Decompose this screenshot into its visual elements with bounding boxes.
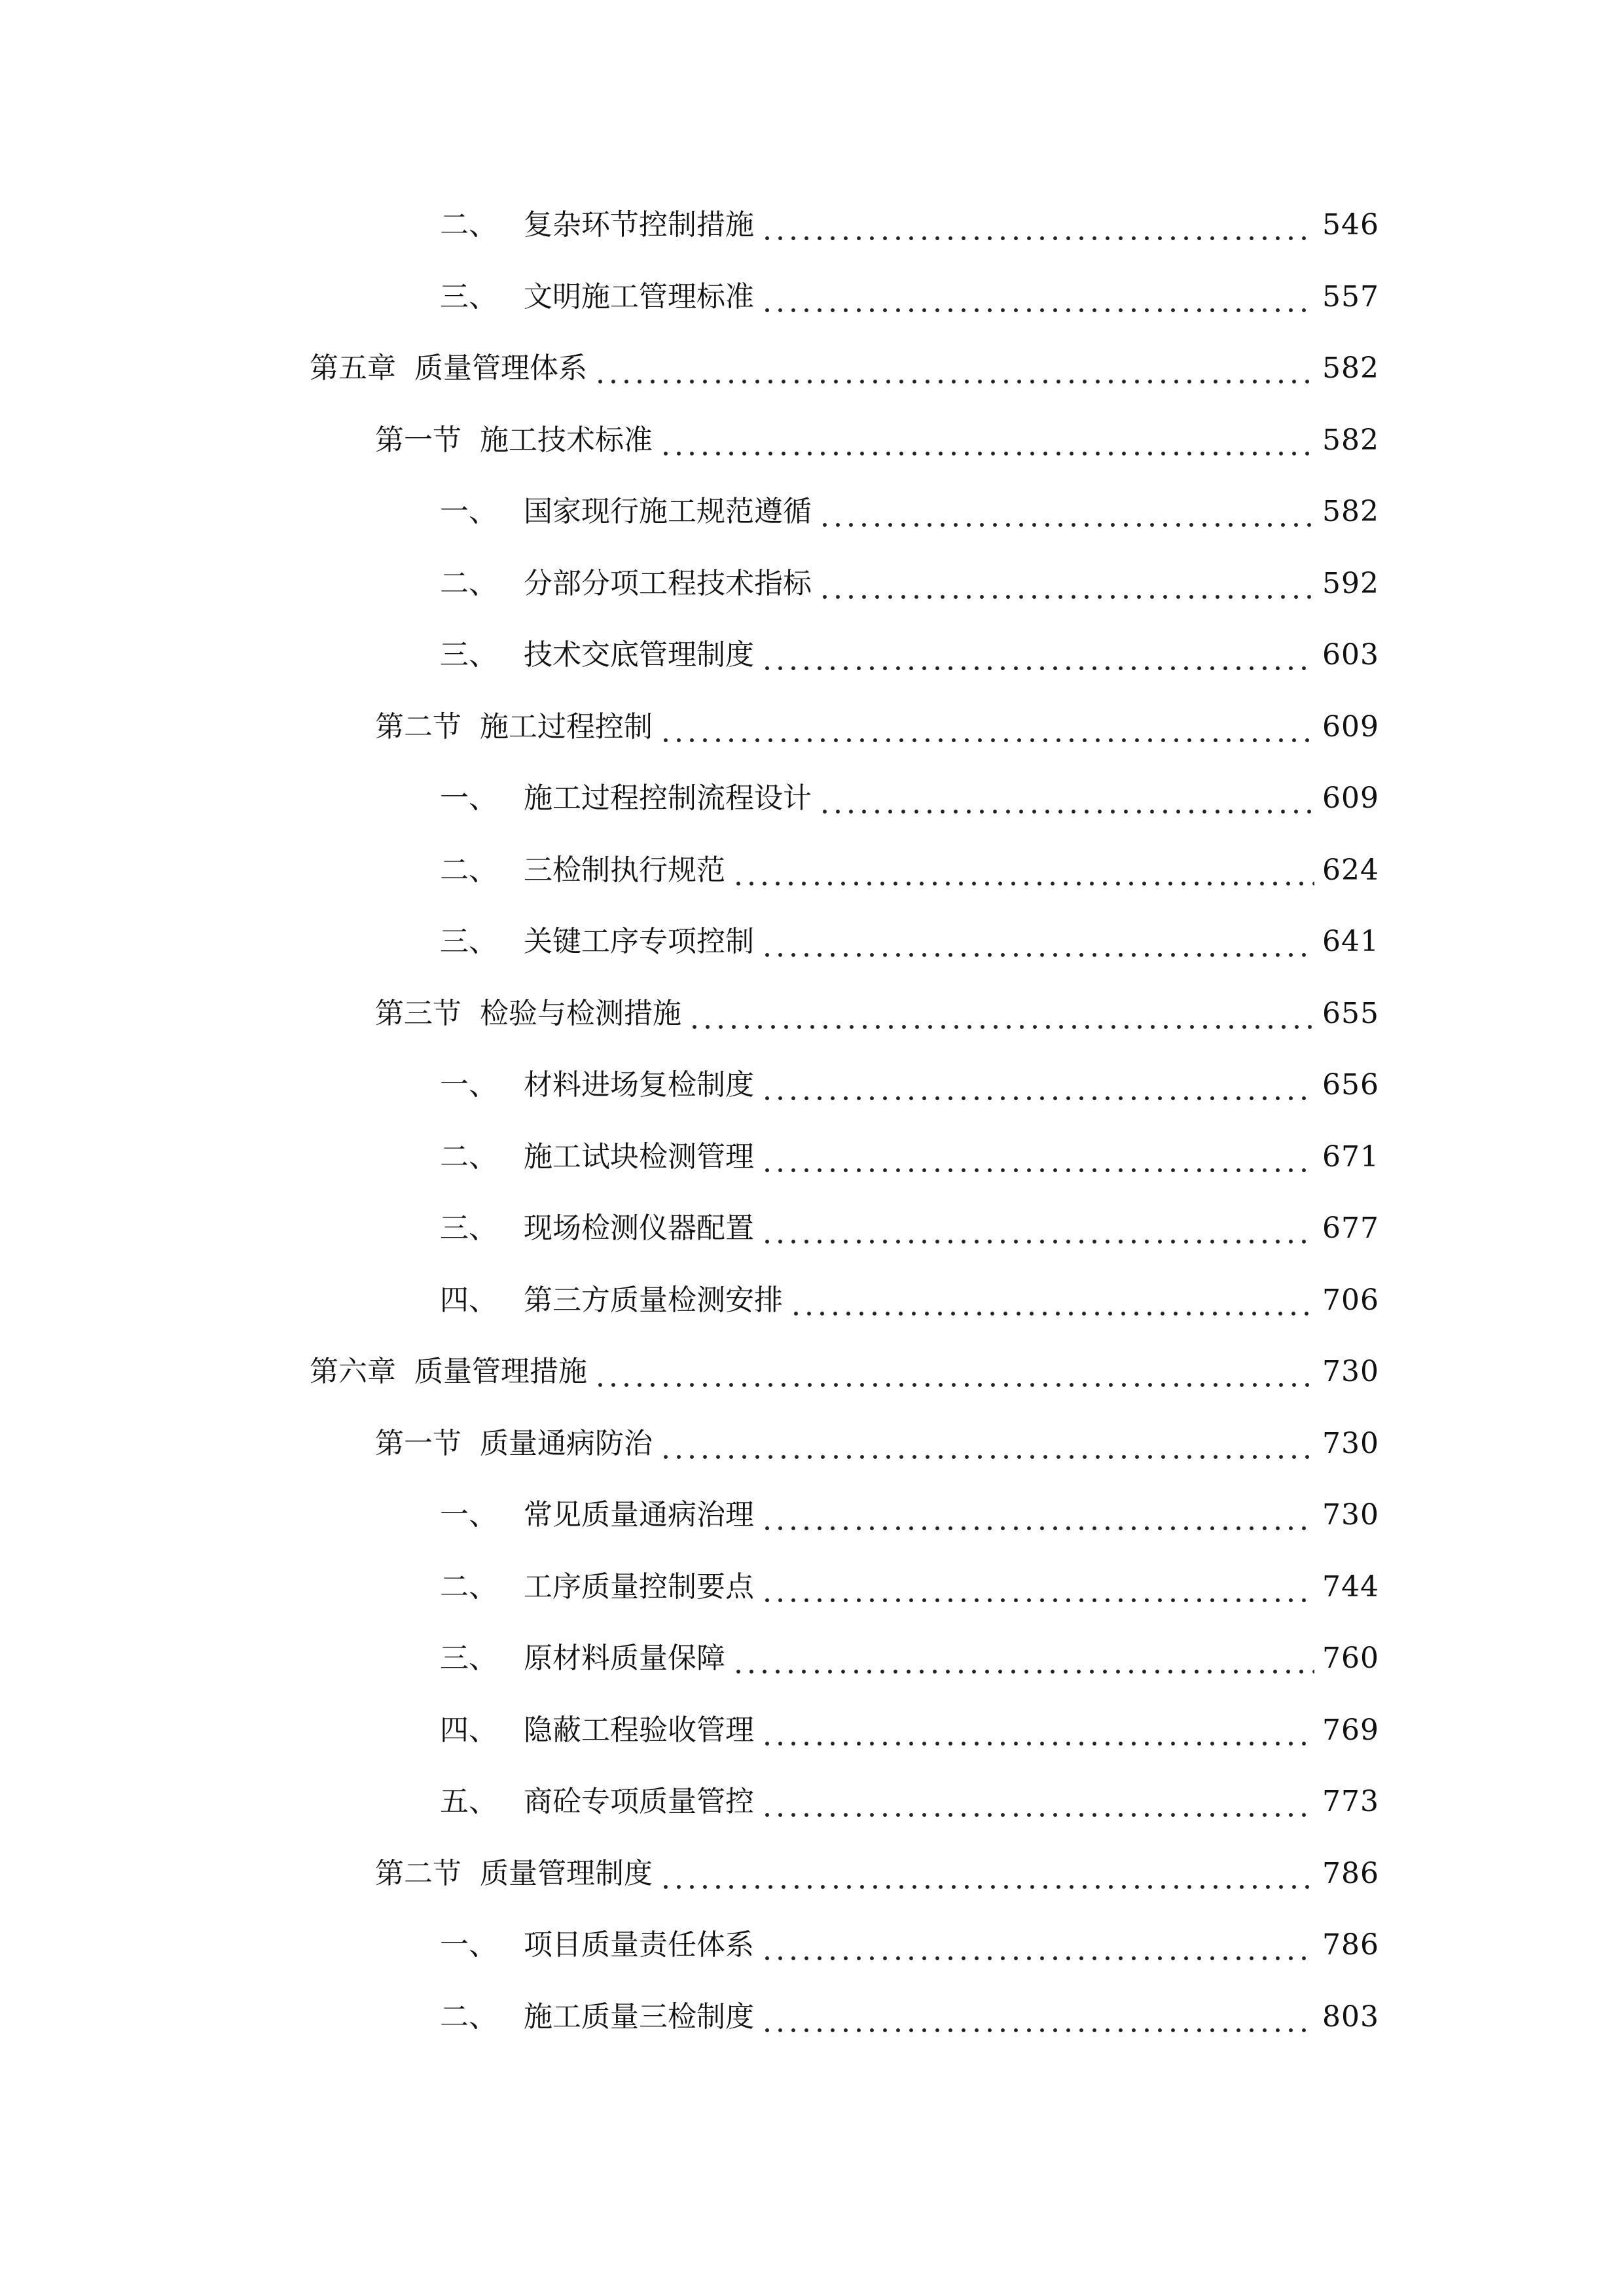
toc-entry-number: 四、 (440, 1713, 497, 1747)
toc-entry-item[interactable] (440, 262, 1379, 314)
toc-entry-item[interactable] (440, 620, 1379, 672)
toc-entry-title: 隐蔽工程验收管理 (524, 1713, 754, 1747)
toc-entry-title: 国家现行施工规范遵循 (524, 495, 812, 528)
dot-leader (659, 1427, 1314, 1461)
toc-entry-page: 656 (1322, 1068, 1379, 1102)
toc-entry-title: 第三方质量检测安排 (524, 1283, 783, 1317)
toc-entry-page: 730 (1322, 1498, 1379, 1532)
toc-entry-title: 材料进场复检制度 (524, 1068, 754, 1102)
toc-entry-title: 技术交底管理制度 (524, 638, 754, 672)
toc-entry-page: 786 (1322, 1928, 1379, 1962)
toc-entry-number: 五、 (440, 1785, 497, 1818)
toc-entry-number: 二、 (440, 1140, 497, 1174)
toc-entry-section[interactable] (375, 692, 1379, 744)
toc-entry-page: 592 (1322, 567, 1379, 600)
toc-entry-item[interactable] (440, 1265, 1379, 1318)
toc-entry-page: 730 (1322, 1427, 1379, 1460)
toc-entry-title: 检验与检测措施 (480, 997, 681, 1030)
toc-entry-number: 一、 (440, 1928, 497, 1962)
dot-leader (659, 1857, 1314, 1891)
toc-entry-page: 624 (1322, 853, 1379, 887)
toc-entry-title: 分部分项工程技术指标 (524, 567, 812, 600)
dot-leader (761, 1713, 1314, 1748)
dot-leader (659, 423, 1314, 457)
toc-entry-item[interactable] (440, 1910, 1379, 1962)
toc-entry-number: 三、 (440, 280, 497, 314)
toc-entry-chapter[interactable] (310, 333, 1379, 386)
toc-entry-item[interactable] (440, 1982, 1379, 2034)
dot-leader (732, 1641, 1314, 1676)
toc-entry-number: 一、 (440, 1068, 497, 1102)
toc-entry-title: 关键工序专项控制 (524, 925, 754, 958)
toc-entry-page: 582 (1322, 423, 1379, 457)
toc-entry-number: 二、 (440, 853, 497, 887)
toc-entry-section[interactable] (375, 405, 1379, 457)
toc-entry-number: 二、 (440, 208, 497, 242)
dot-leader (818, 567, 1314, 601)
dot-leader (818, 495, 1314, 529)
toc-entry-page: 557 (1322, 280, 1379, 314)
toc-entry-title: 施工技术标准 (480, 423, 653, 457)
toc-entry-page: 641 (1322, 925, 1379, 958)
toc-entry-number: 第二节 (375, 1857, 461, 1890)
toc-entry-number: 二、 (440, 2000, 497, 2034)
toc-entry-item[interactable] (440, 548, 1379, 601)
toc-entry-title: 质量管理制度 (480, 1857, 653, 1890)
dot-leader (594, 1355, 1314, 1389)
toc-entry-item[interactable] (440, 763, 1379, 816)
toc-entry-number: 二、 (440, 1570, 497, 1604)
toc-entry-title: 质量通病防治 (480, 1427, 653, 1460)
toc-entry-title: 三检制执行规范 (524, 853, 725, 887)
toc-entry-page: 546 (1322, 208, 1379, 242)
toc-entry-number: 第五章 (310, 351, 396, 385)
dot-leader (594, 351, 1314, 386)
toc-entry-title: 复杂环节控制措施 (524, 208, 754, 242)
toc-entry-number: 第三节 (375, 997, 461, 1030)
toc-entry-title: 原材料质量保障 (524, 1641, 725, 1675)
dot-leader (761, 925, 1314, 959)
toc-entry-page: 769 (1322, 1713, 1379, 1747)
toc-entry-item[interactable] (440, 1122, 1379, 1174)
dot-leader (761, 208, 1314, 242)
toc-entry-title: 质量管理措施 (414, 1355, 587, 1388)
toc-entry-page: 773 (1322, 1785, 1379, 1818)
toc-entry-section[interactable] (375, 978, 1379, 1031)
toc-entry-number: 第六章 (310, 1355, 396, 1388)
toc-entry-page: 671 (1322, 1140, 1379, 1174)
toc-entry-number: 三、 (440, 1211, 497, 1245)
toc-entry-number: 三、 (440, 1641, 497, 1675)
dot-leader (761, 1570, 1314, 1604)
dot-leader (818, 781, 1314, 816)
dot-leader (761, 1928, 1314, 1962)
dot-leader (761, 1211, 1314, 1246)
toc-entry-page: 655 (1322, 997, 1379, 1030)
toc-entry-page: 786 (1322, 1857, 1379, 1890)
toc-entry-number: 三、 (440, 925, 497, 958)
toc-entry-page: 744 (1322, 1570, 1379, 1604)
toc-entry-section[interactable] (375, 1408, 1379, 1461)
toc-entry-item[interactable] (440, 190, 1379, 242)
toc-entry-page: 582 (1322, 495, 1379, 528)
toc-entry-section[interactable] (375, 1839, 1379, 1891)
toc-entry-item[interactable] (440, 1767, 1379, 1819)
toc-entry-page: 706 (1322, 1283, 1379, 1317)
toc-entry-page: 730 (1322, 1355, 1379, 1388)
toc-entry-item[interactable] (440, 1695, 1379, 1748)
toc-entry-item[interactable] (440, 906, 1379, 959)
toc-entry-title: 常见质量通病治理 (524, 1498, 754, 1532)
dot-leader (761, 2000, 1314, 2034)
toc-entry-title: 施工试块检测管理 (524, 1140, 754, 1174)
toc-entry-title: 工序质量控制要点 (524, 1570, 754, 1604)
toc-entry-number: 一、 (440, 495, 497, 528)
toc-entry-page: 760 (1322, 1641, 1379, 1675)
toc-entry-page: 803 (1322, 2000, 1379, 2034)
toc-entry-page: 582 (1322, 351, 1379, 385)
toc-entry-number: 一、 (440, 781, 497, 815)
toc-entry-item[interactable] (440, 835, 1379, 888)
toc-entry-page: 677 (1322, 1211, 1379, 1245)
toc-entry-number: 第一节 (375, 423, 461, 457)
toc-entry-title: 现场检测仪器配置 (524, 1211, 754, 1245)
dot-leader (688, 997, 1314, 1031)
toc-entry-title: 施工质量三检制度 (524, 2000, 754, 2034)
toc-entry-item[interactable] (440, 1623, 1379, 1676)
toc-entry-number: 一、 (440, 1498, 497, 1532)
toc-entry-number: 二、 (440, 567, 497, 600)
dot-leader (761, 1140, 1314, 1174)
toc-entry-number: 第二节 (375, 710, 461, 744)
dot-leader (761, 1068, 1314, 1102)
dot-leader (732, 853, 1314, 888)
toc-entry-title: 文明施工管理标准 (524, 280, 754, 314)
toc-entry-item[interactable] (440, 476, 1379, 529)
toc-entry-item[interactable] (440, 1050, 1379, 1102)
dot-leader (761, 1498, 1314, 1532)
toc-entry-number: 四、 (440, 1283, 497, 1317)
toc-entry-number: 三、 (440, 638, 497, 672)
dot-leader (761, 280, 1314, 314)
toc-entry-item[interactable] (440, 1193, 1379, 1246)
toc-entry-item[interactable] (440, 1552, 1379, 1604)
toc-entry-chapter[interactable] (310, 1336, 1379, 1389)
toc-entry-number: 第一节 (375, 1427, 461, 1460)
toc-entry-title: 商砼专项质量管控 (524, 1785, 754, 1818)
dot-leader (789, 1283, 1314, 1318)
dot-leader (659, 710, 1314, 744)
toc-entry-title: 质量管理体系 (414, 351, 587, 385)
toc-entry-page: 609 (1322, 781, 1379, 815)
toc-entry-title: 施工过程控制 (480, 710, 653, 744)
dot-leader (761, 1785, 1314, 1819)
toc-entry-title: 项目质量责任体系 (524, 1928, 754, 1962)
toc-entry-page: 603 (1322, 638, 1379, 672)
toc-entry-title: 施工过程控制流程设计 (524, 781, 812, 815)
toc-entry-page: 609 (1322, 710, 1379, 744)
dot-leader (761, 638, 1314, 672)
toc-entry-item[interactable] (440, 1480, 1379, 1532)
